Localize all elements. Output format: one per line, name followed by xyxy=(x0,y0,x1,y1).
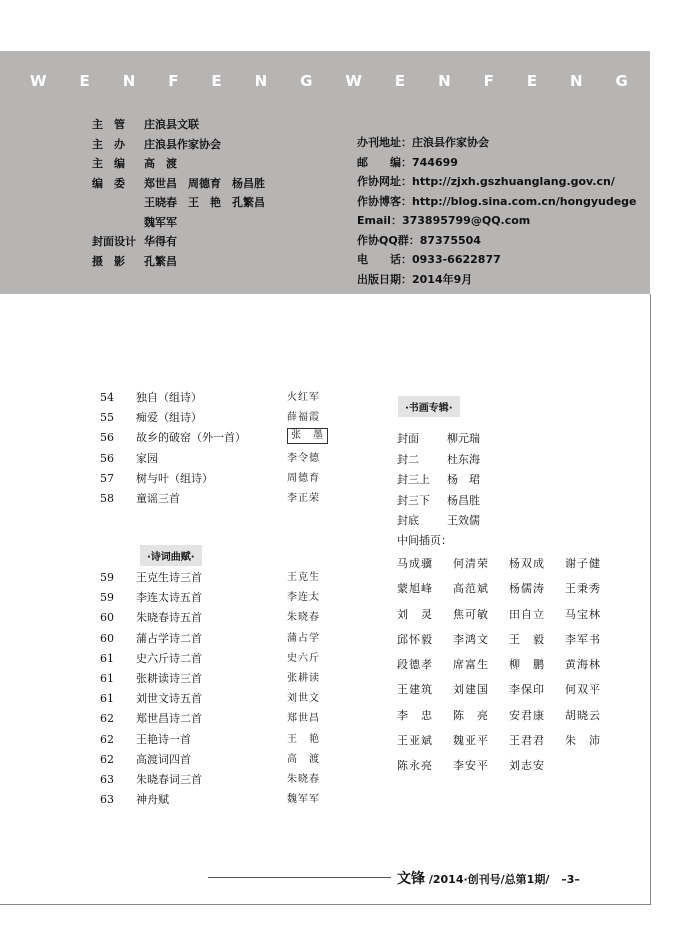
art-row xyxy=(397,470,480,491)
toc-title: 痴爱（组诗） xyxy=(136,411,202,425)
illustrator-name: 杨儒涛 xyxy=(509,582,545,596)
art-artist: 杜东海 xyxy=(447,452,480,466)
footer-page-number: –3– xyxy=(561,873,580,886)
section-poetry-title: ·诗词曲赋· xyxy=(140,545,202,566)
toc-author: 张耕读 xyxy=(287,672,320,684)
illustrator-name: 王亚斌 xyxy=(397,734,433,748)
toc-author: 史六斤 xyxy=(287,652,320,664)
publication-info xyxy=(357,133,637,289)
credit-row xyxy=(92,193,265,213)
illustrator-name: 谢子健 xyxy=(565,557,601,570)
footer-rule xyxy=(208,877,391,878)
illustrations-label-text: 中间插页： xyxy=(397,534,452,547)
toc-page-number: 63 xyxy=(100,793,114,807)
credit-value: 高 渡 xyxy=(144,157,177,170)
art-position: 封三上 xyxy=(397,473,430,486)
toc-author: 朱晓春 xyxy=(287,773,320,785)
toc-entry xyxy=(100,629,340,649)
toc-title: 独自（组诗） xyxy=(136,391,202,404)
toc-author: 魏军军 xyxy=(287,794,320,806)
illustrator-name: 王 毅 xyxy=(509,632,545,646)
illustrator-row xyxy=(397,728,621,753)
toc-entry xyxy=(100,649,340,669)
toc-entry xyxy=(100,428,340,448)
credit-label: 主 办 xyxy=(92,137,125,151)
info-value: 庄浪县作家协会 xyxy=(412,136,489,149)
banner-letter: W xyxy=(30,72,47,90)
toc-entry xyxy=(100,408,340,428)
footer-logo: 文锋 xyxy=(397,871,425,887)
toc-entry xyxy=(100,770,340,790)
illustrator-name: 朱 沛 xyxy=(565,734,601,748)
banner-letter: N xyxy=(438,72,451,90)
info-value: 373895799@QQ.com xyxy=(401,214,531,227)
illustrator-name: 邱怀毅 xyxy=(397,632,433,646)
toc-author: 火红军 xyxy=(287,392,320,403)
illustrator-row xyxy=(397,627,621,652)
toc-page-number: 61 xyxy=(100,671,114,685)
credit-label: 封面设计 xyxy=(92,235,136,248)
illustrator-name: 杨双成 xyxy=(509,557,545,570)
illustrations-label xyxy=(397,531,452,552)
credit-value: 华得有 xyxy=(144,235,177,248)
toc-title: 朱晓春词三首 xyxy=(136,772,202,786)
toc-page-number: 55 xyxy=(100,411,114,425)
toc-title: 史六斤诗二首 xyxy=(136,651,202,665)
illustrator-name: 刘建国 xyxy=(453,683,489,697)
info-value: 2014年9月 xyxy=(412,272,473,286)
toc-title: 树与叶（组诗） xyxy=(136,471,213,485)
illustrator-name: 段德孝 xyxy=(397,658,433,672)
credit-row xyxy=(92,154,265,174)
info-label: 作协博客： xyxy=(357,194,412,208)
art-list xyxy=(397,429,480,532)
toc-title: 蒲占学诗二首 xyxy=(136,631,202,645)
illustrator-name: 何清荣 xyxy=(453,557,489,570)
info-row xyxy=(357,192,637,212)
info-label: 作协QQ群： xyxy=(357,233,420,247)
banner-letter: F xyxy=(483,72,494,90)
art-row xyxy=(397,511,480,532)
toc-author: 高 渡 xyxy=(287,753,320,765)
toc-entry xyxy=(100,469,340,489)
illustrator-name: 高范斌 xyxy=(453,582,489,596)
toc-entry xyxy=(100,750,340,770)
footer-issue: /2014·创刊号/总第1期/ xyxy=(428,873,550,886)
toc-entry xyxy=(100,388,340,408)
credit-label: 摄 影 xyxy=(92,254,125,268)
info-label: Email： xyxy=(357,214,402,227)
illustrator-row xyxy=(397,602,621,627)
art-artist: 杨昌胜 xyxy=(447,493,480,507)
toc-top xyxy=(100,388,340,509)
toc-poetry xyxy=(100,568,340,810)
art-position: 封面 xyxy=(397,432,419,445)
credit-row xyxy=(92,213,265,233)
credit-value: 孔繁昌 xyxy=(144,254,177,268)
toc-author: 李连太 xyxy=(287,592,320,604)
toc-title: 王克生诗三首 xyxy=(136,571,202,584)
illustrator-name: 李 忠 xyxy=(397,708,433,722)
page-frame-right xyxy=(650,294,651,904)
banner-letter: E xyxy=(79,72,90,90)
illustrator-row xyxy=(397,753,621,778)
info-row xyxy=(357,133,637,153)
toc-page-number: 57 xyxy=(100,471,114,485)
banner-letter: F xyxy=(168,72,179,90)
toc-title: 刘世文诗五首 xyxy=(136,692,202,706)
info-label: 作协网址： xyxy=(357,175,412,188)
credit-value: 魏军军 xyxy=(144,215,177,229)
footer xyxy=(397,868,580,888)
toc-page-number: 58 xyxy=(100,491,114,505)
toc-page-number: 60 xyxy=(100,611,114,625)
illustrator-name: 蒙旭峰 xyxy=(397,582,433,596)
banner-letter: N xyxy=(122,72,136,90)
art-row xyxy=(397,429,480,450)
illustrator-name: 王建筑 xyxy=(397,683,433,697)
toc-page-number: 54 xyxy=(100,391,114,404)
toc-page-number: 62 xyxy=(100,712,114,726)
illustrator-name: 何双平 xyxy=(565,683,601,697)
toc-page-number: 63 xyxy=(100,772,114,786)
toc-page-number: 56 xyxy=(100,431,114,445)
info-label: 办刊地址： xyxy=(357,136,412,149)
illustrator-row xyxy=(397,703,621,728)
info-value: 744699 xyxy=(412,155,458,169)
banner-letters xyxy=(0,72,650,90)
illustrator-row xyxy=(397,652,621,677)
toc-entry xyxy=(100,449,340,469)
info-value: 0933-6622877 xyxy=(412,253,501,266)
illustrator-name: 席富生 xyxy=(453,658,489,672)
toc-entry xyxy=(100,669,340,689)
toc-page-number: 59 xyxy=(100,591,114,605)
masthead-credits xyxy=(92,115,265,271)
info-row xyxy=(357,231,637,251)
banner-letter: N xyxy=(254,72,268,90)
toc-author: 王 艳 xyxy=(287,733,320,745)
illustrator-name: 安君康 xyxy=(509,708,545,722)
toc-entry xyxy=(100,689,340,709)
toc-author: 朱晓春 xyxy=(287,612,320,624)
toc-title: 家园 xyxy=(136,451,158,465)
toc-author: 张 墨 xyxy=(287,428,328,444)
info-row xyxy=(357,250,637,270)
toc-entry xyxy=(100,588,340,608)
toc-page-number: 62 xyxy=(100,732,114,746)
toc-page-number: 60 xyxy=(100,631,114,645)
art-position: 封三下 xyxy=(397,493,430,507)
toc-title: 童谣三首 xyxy=(136,491,180,505)
toc-author: 李正荣 xyxy=(287,492,320,504)
banner-letter: G xyxy=(615,72,628,90)
toc-author: 周德育 xyxy=(287,472,320,484)
illustrator-name: 陈永亮 xyxy=(397,759,433,773)
toc-entry xyxy=(100,709,340,729)
toc-title: 张耕读诗三首 xyxy=(136,671,202,685)
toc-author: 蒲占学 xyxy=(287,632,320,644)
credit-value: 庄浪县作家协会 xyxy=(144,137,221,151)
illustrator-name: 胡晓云 xyxy=(565,708,601,722)
art-position: 封二 xyxy=(397,452,419,466)
info-row xyxy=(357,211,637,231)
toc-title: 郑世昌诗二首 xyxy=(136,712,202,726)
page-frame-bottom xyxy=(0,904,651,905)
art-artist: 杨 珺 xyxy=(447,473,480,486)
illustrator-names xyxy=(397,551,621,779)
info-value: http://zjxh.gszhuanglang.gov.cn/ xyxy=(412,175,615,188)
toc-author: 郑世昌 xyxy=(287,713,320,725)
toc-author: 王克生 xyxy=(287,572,320,583)
art-artist: 柳元瑞 xyxy=(447,432,480,445)
toc-title: 李连太诗五首 xyxy=(136,591,202,605)
toc-entry xyxy=(100,608,340,628)
toc-page-number: 61 xyxy=(100,692,114,706)
toc-author: 李令德 xyxy=(287,452,320,464)
toc-title: 朱晓春诗五首 xyxy=(136,611,202,625)
illustrator-name: 王君君 xyxy=(509,734,545,748)
credit-label: 主 编 xyxy=(92,157,125,170)
credit-label: 编 委 xyxy=(92,176,125,190)
art-artist: 王效儒 xyxy=(447,514,480,527)
info-label: 电 话： xyxy=(357,253,412,266)
toc-entry xyxy=(100,568,340,588)
toc-page-number: 62 xyxy=(100,752,114,766)
toc-page-number: 61 xyxy=(100,651,114,665)
credit-row xyxy=(92,232,265,252)
banner-letter: E xyxy=(211,72,222,90)
credit-row xyxy=(92,252,265,272)
illustrator-row xyxy=(397,677,621,702)
illustrator-name: 黄海林 xyxy=(565,658,601,672)
credit-value: 郑世昌 周德育 杨昌胜 xyxy=(144,176,265,190)
illustrator-name: 李保印 xyxy=(509,683,545,697)
banner-letter: G xyxy=(300,72,313,90)
illustrator-name: 马宝林 xyxy=(565,607,601,621)
section-art-title: ·书画专辑· xyxy=(398,396,460,417)
toc-author: 薛福霞 xyxy=(287,412,320,424)
illustrator-name: 陈 亮 xyxy=(453,708,489,722)
toc-title: 王艳诗一首 xyxy=(136,732,191,746)
info-value: 87375504 xyxy=(419,233,481,247)
illustrator-name: 李军书 xyxy=(565,632,601,646)
illustrator-name: 李鸿文 xyxy=(453,632,489,646)
illustrator-row xyxy=(397,551,621,576)
toc-entry xyxy=(100,489,340,509)
info-value: http://blog.sina.com.cn/hongyudege xyxy=(412,194,637,208)
credit-label: 主 管 xyxy=(92,118,125,131)
banner-letter: N xyxy=(570,72,583,90)
banner-letter: E xyxy=(526,72,538,90)
info-row xyxy=(357,153,637,173)
toc-page-number: 56 xyxy=(100,451,114,465)
banner-letter: W xyxy=(345,72,362,90)
credit-value: 王晓春 王 艳 孔繁昌 xyxy=(144,196,265,209)
info-label: 出版日期： xyxy=(357,272,412,286)
credit-value: 庄浪县文联 xyxy=(144,118,199,131)
info-row xyxy=(357,172,637,192)
toc-author: 刘世文 xyxy=(287,693,320,705)
illustrator-name: 魏亚平 xyxy=(453,734,489,748)
toc-title: 神舟赋 xyxy=(136,793,169,807)
toc-title: 故乡的破窑（外一首） xyxy=(136,431,246,445)
banner-letter: E xyxy=(394,72,406,90)
illustrator-name: 柳 鹏 xyxy=(509,658,545,672)
toc-entry xyxy=(100,730,340,750)
credit-row xyxy=(92,135,265,155)
art-position: 封底 xyxy=(397,514,419,527)
toc-page-number: 59 xyxy=(100,571,114,584)
illustrator-name: 刘 灵 xyxy=(397,607,433,621)
art-row xyxy=(397,491,480,512)
illustrator-name: 焦可敏 xyxy=(453,607,489,621)
info-label: 邮 编： xyxy=(357,155,412,169)
illustrator-name: 马成骥 xyxy=(397,557,433,570)
illustrator-name: 李安平 xyxy=(453,759,489,773)
illustrator-name: 田自立 xyxy=(509,607,545,621)
info-row xyxy=(357,270,637,290)
toc-entry xyxy=(100,790,340,810)
illustrator-name: 刘志安 xyxy=(509,759,545,773)
art-row xyxy=(397,450,480,471)
credit-row xyxy=(92,174,265,194)
toc-title: 高渡词四首 xyxy=(136,752,191,766)
illustrator-row xyxy=(397,576,621,601)
credit-row xyxy=(92,115,265,135)
illustrator-name: 王秉秀 xyxy=(565,582,601,596)
